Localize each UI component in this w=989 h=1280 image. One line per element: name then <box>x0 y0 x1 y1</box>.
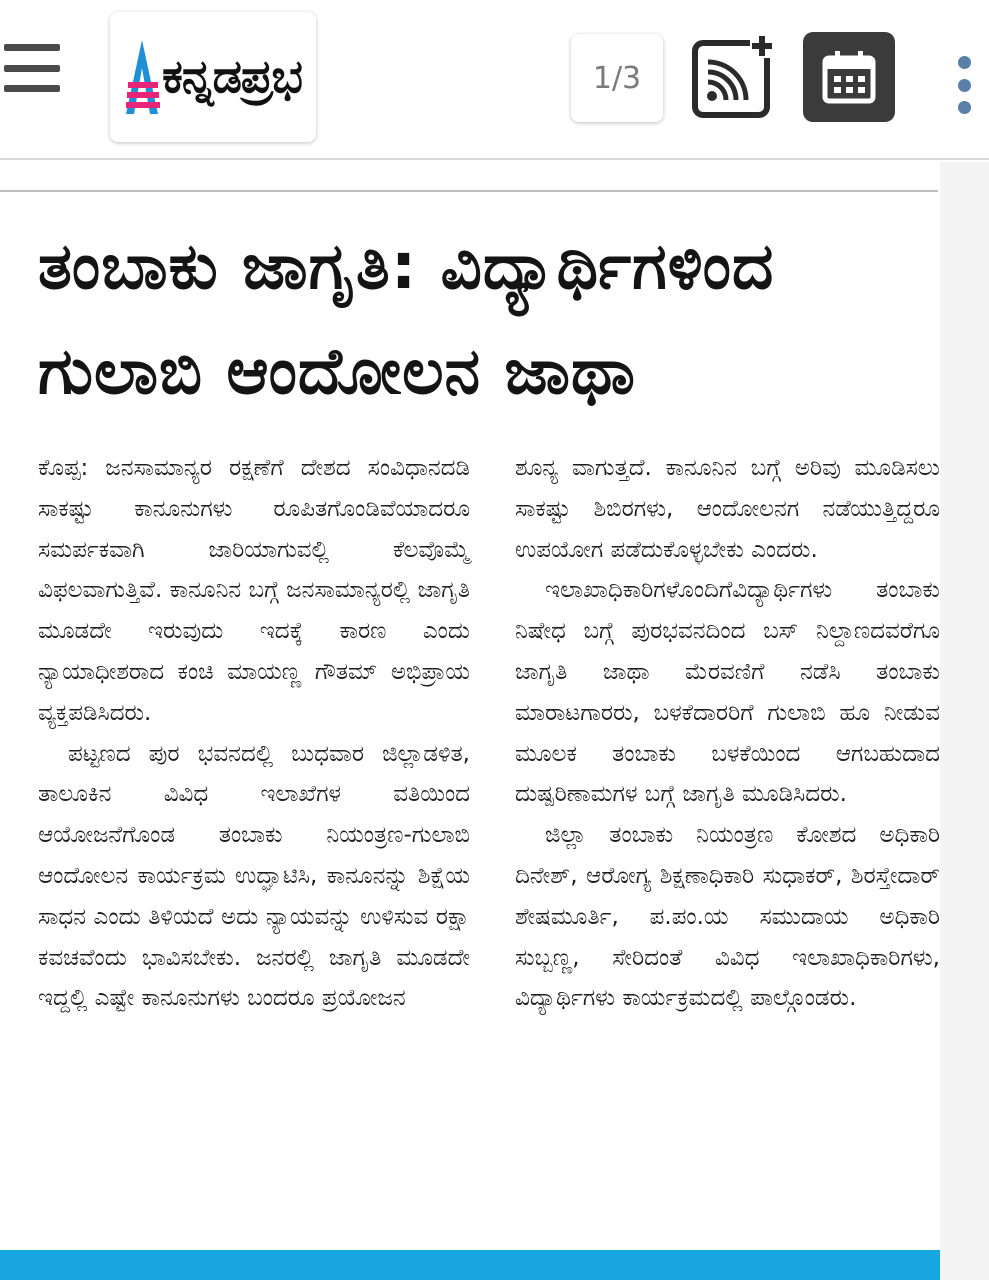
logo-mark-icon <box>124 38 160 116</box>
paragraph: ಇಲಾಖಾಧಿಕಾರಿಗಳೊಂದಿಗೆವಿದ್ಯಾರ್ಥಿಗಳು ತಂಬಾಕು ನಿಷೇಧ ಬಗ್ಗೆ ಪುರಭವನದಿಂದ ಬಸ್ ನಿಲ್ದಾಣದವರೆಗೂ ಜಾಗೃತಿ ಜಾಥಾ ಮೆರವಣಿಗೆ ನಡೆಸಿ ತಂಬಾಕು ಮಾರಾಟಗಾರರು, ಬಳಕೆದಾರರಿಗೆ ಗುಲಾಬಿ ಹೂ ನೀಡುವ ಮೂಲಕ ತಂಬಾಕು ಬಳಕೆಯಿಂದ ಆಗಬಹುದಾದ ದುಷ್ಪರಿಣಾಮಗಳ ಬಗ್ಗೆ ಜಾಗೃತಿ ಮೂಡಿಸಿದರು. <box>515 577 940 808</box>
divider <box>0 190 938 192</box>
article-headline: ತಂಬಾಕು ಜಾಗೃತಿ: ವಿದ್ಯಾರ್ಥಿಗಳಿಂದ ಗುಲಾಬಿ ಆಂದೋಲನ ಜಾಥಾ <box>38 230 775 409</box>
paragraph: ಕೊಪ್ಪ: ಜನಸಾಮಾನ್ಯರ ರಕ್ಷಣೆಗೆ ದೇಶದ ಸಂವಿಧಾನದಡಿ ಸಾಕಷ್ಟು ಕಾನೂನುಗಳು ರೂಪಿತಗೊಂಡಿವೆಯಾದರೂ ಸಮರ್ಪಕವಾಗಿ ಜಾರಿಯಾಗುವಲ್ಲಿ ಕೆಲವೊಮ್ಮೆ ವಿಫಲವಾಗುತ್ತಿವೆ. ಕಾನೂನಿನ ಬಗ್ಗೆ ಜನಸಾಮಾನ್ಯರಲ್ಲಿ ಜಾಗೃತಿ ಮೂಡದೇ ಇರುವುದು ಇದಕ್ಕೆ ಕಾರಣ ಎಂದು ನ್ಯಾಯಾಧೀಶರಾದ ಕಂಚಿ ಮಾಯಣ್ಣ ಗೌತಮ್ ಅಭಿಪ್ರಾಯ ವ್ಯಕ್ತಪಡಿಸಿದರು. <box>38 455 470 726</box>
article-column-right <box>515 448 940 1019</box>
calendar-button[interactable] <box>803 32 895 122</box>
article-column-left <box>38 448 470 1019</box>
rss-add-icon[interactable] <box>692 34 776 118</box>
paragraph: ಪಟ್ಟಣದ ಪುರ ಭವನದಲ್ಲಿ ಬುಧವಾರ ಜಿಲ್ಲಾಡಳಿತ, ತಾಲೂಕಿನ ವಿವಿಧ ಇಲಾಖೆಗಳ ವತಿಯಿಂದ ಆಯೋಜನೆಗೊಂಡ ತಂಬಾಕು ನಿಯಂತ್ರಣ-ಗುಲಾಬಿ ಆಂದೋಲನ ಕಾರ್ಯಕ್ರಮ ಉದ್ಘಾಟಿಸಿ, ಕಾನೂನನ್ನು ಶಿಕ್ಷೆಯ ಸಾಧನ ಎಂದು ತಿಳಿಯದೆ ಅದು ನ್ಯಾಯವನ್ನು ಉಳಿಸುವ ರಕ್ಷಾ ಕವಚವೆಂದು ಭಾವಿಸಬೇಕು. ಜನರಲ್ಲಿ ಜಾಗೃತಿ ಮೂಡದೇ ಇದ್ದಲ್ಲಿ ಎಷ್ಟೇ ಕಾನೂನುಗಳು ಬಂದರೂ ಪ್ರಯೋಜನ <box>38 740 470 1012</box>
bottom-bar <box>0 1250 940 1280</box>
more-vertical-icon[interactable] <box>950 56 978 114</box>
hamburger-menu-icon[interactable] <box>4 44 60 92</box>
page-indicator[interactable]: 1/3 <box>571 34 663 122</box>
logo-text: ಕನ್ನಡಪ್ರಭ <box>162 49 302 103</box>
paragraph: ಜಿಲ್ಲಾ ತಂಬಾಕು ನಿಯಂತ್ರಣ ಕೋಶದ ಅಧಿಕಾರಿ ದಿನೇಶ್, ಆರೋಗ್ಯ ಶಿಕ್ಷಣಾಧಿಕಾರಿ ಸುಧಾಕರ್, ಶಿರಸ್ತೇದಾರ್ ಶೇಷಮೂರ್ತಿ, ಪ.ಪಂ.ಯ ಸಮುದಾಯ ಅಧಿಕಾರಿ ಸುಬ್ಬಣ್ಣ, ಸೇರಿದಂತೆ ವಿವಿಧ ಇಲಾಖಾಧಿಕಾರಿಗಳು, ವಿದ್ಯಾರ್ಥಿಗಳು ಕಾರ್ಯಕ್ರಮದಲ್ಲಿ ಪಾಲ್ಗೊಂಡರು. <box>515 822 940 1012</box>
calendar-icon <box>821 49 877 105</box>
page-edge <box>940 162 989 1280</box>
app-header <box>0 0 989 160</box>
publication-logo[interactable] <box>110 12 316 142</box>
paragraph: ಶೂನ್ಯ ವಾಗುತ್ತದೆ. ಕಾನೂನಿನ ಬಗ್ಗೆ ಅರಿವು ಮೂಡಿಸಲು ಸಾಕಷ್ಟು ಶಿಬಿರಗಳು, ಆಂದೋಲನಗ ನಡೆಯುತ್ತಿದ್ದರೂ ಉಪಯೋಗ ಪಡೆದುಕೊಳ್ಳಬೇಕು ಎಂದರು. <box>515 455 940 563</box>
